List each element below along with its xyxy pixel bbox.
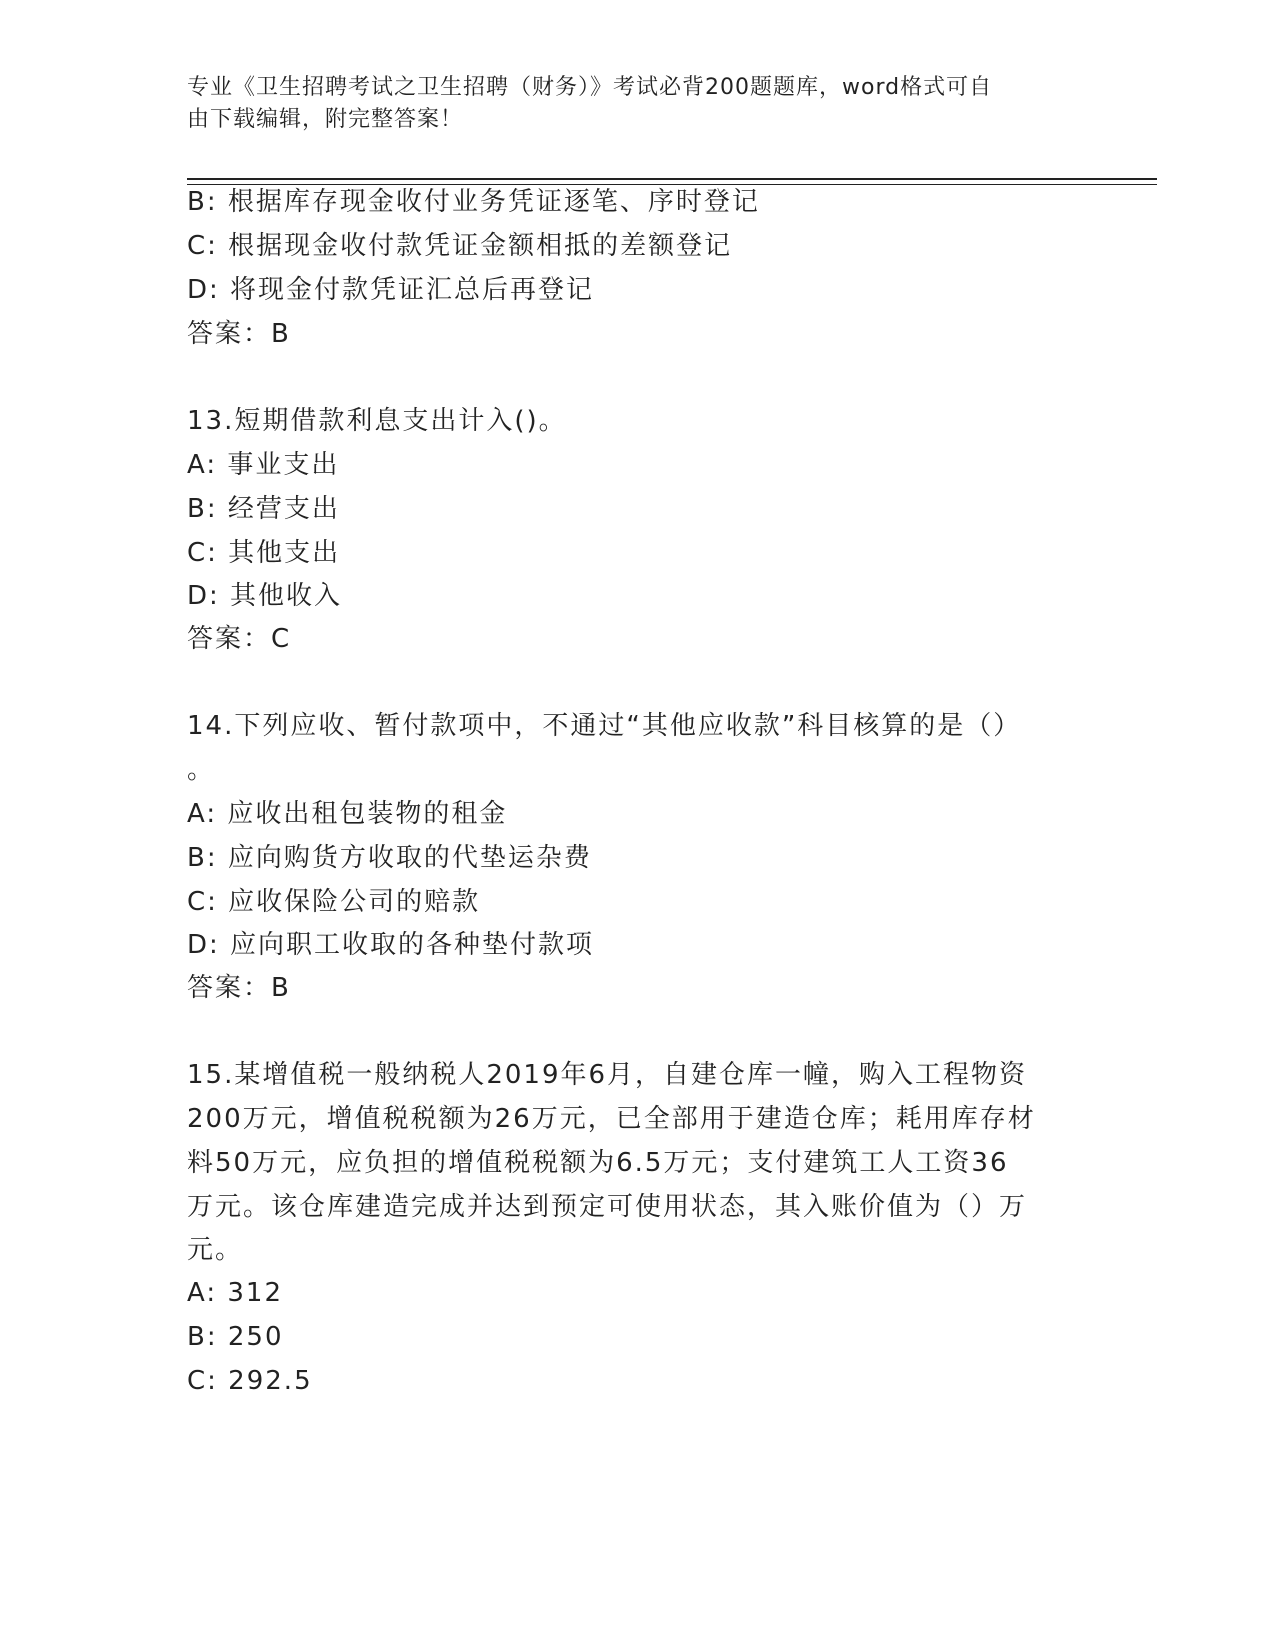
q13-option-c: C: 其他支出: [187, 538, 341, 568]
q14-option-d: D: 应向职工收取的各种垫付款项: [187, 930, 595, 960]
q14-option-a: A: 应收出租包装物的租金: [187, 799, 508, 829]
q12-answer: 答案：B: [187, 319, 291, 349]
q14-option-c: C: 应收保险公司的赔款: [187, 887, 481, 917]
document-header: [187, 72, 1067, 136]
q14-answer: 答案：B: [187, 973, 291, 1003]
q15-question-line-2: 200万元，增值税税额为26万元，已全部用于建造仓库；耗用库存材: [187, 1104, 1036, 1134]
q14-option-b: B: 应向购货方收取的代垫运杂费: [187, 843, 592, 873]
q15-question-line-4: 万元。该仓库建造完成并达到预定可使用状态，其入账价值为（）万: [187, 1192, 1028, 1222]
q14-question-line-2: 。: [187, 755, 216, 785]
q15-question-line-3: 料50万元，应负担的增值税税额为6.5万元；支付建筑工人工资36: [187, 1148, 1009, 1178]
q15-option-b: B: 250: [187, 1322, 284, 1352]
q15-option-c: C: 292.5: [187, 1366, 313, 1396]
q13-option-a: A: 事业支出: [187, 450, 340, 480]
q13-option-b: B: 经营支出: [187, 494, 340, 524]
q15-option-a: A: 312: [187, 1278, 283, 1308]
q14-question-line-1: 14.下列应收、暂付款项中，不通过“其他应收款”科目核算的是（）: [187, 711, 1022, 741]
q12-option-b: B: 根据库存现金收付业务凭证逐笔、序时登记: [187, 187, 760, 217]
header-line-2: 由下载编辑，附完整答案！: [187, 107, 464, 132]
q12-option-c: C: 根据现金收付款凭证金额相抵的差额登记: [187, 231, 733, 261]
q13-option-d: D: 其他收入: [187, 581, 343, 611]
q13-answer: 答案：C: [187, 624, 292, 654]
header-line-1: 专业《卫生招聘考试之卫生招聘（财务）》考试必背200题题库，word格式可自: [187, 75, 993, 100]
q13-question: 13.短期借款利息支出计入()。: [187, 406, 567, 436]
q15-question-line-1: 15.某增值税一般纳税人2019年6月，自建仓库一幢，购入工程物资: [187, 1060, 1028, 1090]
q12-option-d: D: 将现金付款凭证汇总后再登记: [187, 275, 595, 305]
q15-question-line-5: 元。: [187, 1235, 244, 1265]
header-divider-thick: [187, 178, 1157, 180]
